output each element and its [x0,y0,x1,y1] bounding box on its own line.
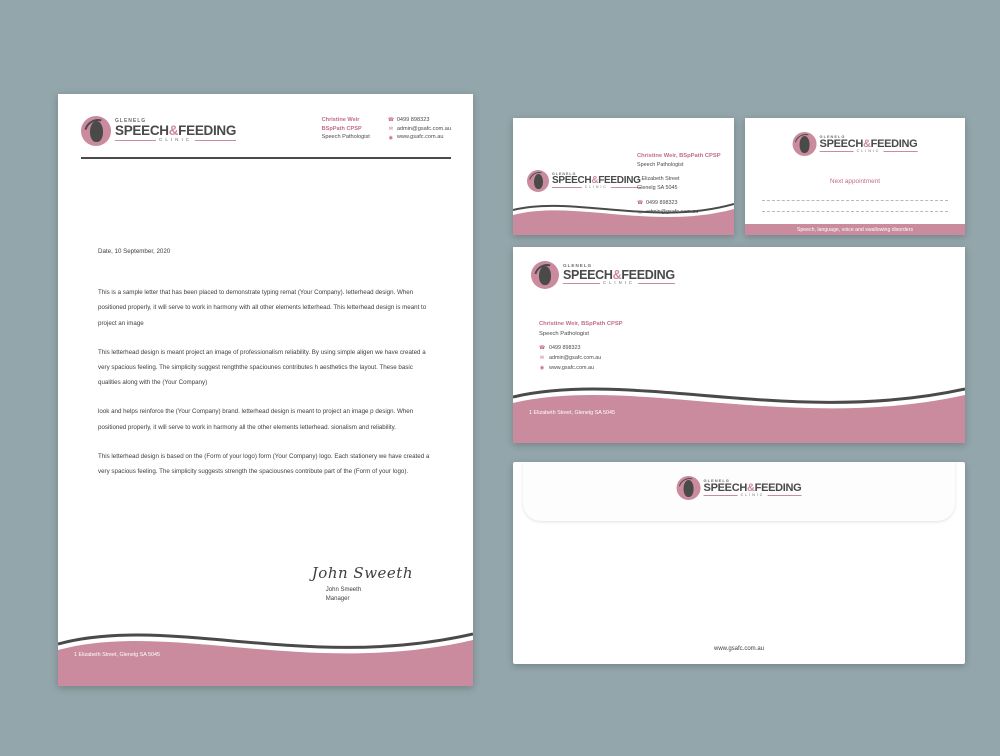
logo-line-clinic: CLINIC [563,281,675,285]
globe-icon: ◉ [539,365,545,371]
logo-line-speech-feeding: SPEECH&FEEDING [703,481,802,494]
logo-line-glenelg: GLENELG [563,263,593,269]
email-icon: ✉ [539,355,545,361]
globe-icon: ◉ [388,134,393,141]
envelope [513,462,965,664]
slip-contact-details [539,343,601,373]
signature-script: John Sweeth [311,564,413,582]
card-role: Speech Pathologist [637,162,684,169]
card-back-footer: Speech, language, voice and swallowing disorders [745,224,965,235]
card-front-wave [513,195,734,235]
slip-logo [531,261,675,289]
card-email-row: ✉ admin@gsafc.com.au [637,208,699,216]
slip-email-row: ✉ admin@gsafc.com.au [539,355,602,361]
logo-line-clinic: CLINIC [552,186,641,189]
slip-name: Christine Weir, BSpPath CPSP [539,321,623,327]
letterhead-contact-details [388,116,451,142]
slip-phone-row: ☎ 0499 898323 [539,345,581,351]
logo-line-glenelg: GLENELG [703,477,730,483]
logo-line-clinic: CLINIC [704,494,802,498]
logo-mark-icon [527,170,549,192]
logo-line-speech-feeding: SPEECH&FEEDING [563,267,675,282]
letter-paragraph: This letterhead design is meant project an image of professionalism reliability. By using simple aligen we have created a very spacious feeling. The simplicity suggest rengththe spaciounes contributes h aesthetics the layout. These basic qualities along with the (Your Company) [98,348,426,387]
letter-date: Date, 10 September, 2020 [98,248,171,255]
compliment-slip [513,247,965,443]
letterhead-wave-footer [58,606,473,686]
letterhead-header [81,116,451,146]
logo-line-glenelg: GLENELG [819,133,846,139]
slip-contact-person [539,319,623,339]
contact-web-row: ◉ www.gsafc.com.au [388,134,444,141]
wave-graphic [58,606,473,686]
letter-paragraph: look and helps reinforce the (Your Company) brand. letterhead design is meant to project an image p design. When positioned properly, it will serve to work in harmony all the other elements letterhead. sionalism and reliability. [98,408,414,431]
logo-line-speech-feeding: SPEECH&FEEDING [819,137,918,150]
card-back-logo [793,132,918,156]
phone-icon: ☎ [637,200,644,207]
letterhead-contact-person [322,116,370,142]
logo-line-clinic: CLINIC [115,138,236,143]
envelope-logo [677,476,802,500]
card-front-logo [527,170,641,192]
appointment-line[interactable] [762,211,948,212]
header-divider [81,157,451,159]
letterhead-address-bar: 1 Elizabeth Street, Glenelg SA 5045 [74,652,161,658]
letter-body [98,244,433,493]
letter-signature-block [312,564,413,604]
contact-role: Speech Pathologist [321,134,370,141]
email-icon: ✉ [637,209,643,216]
letter-paragraph: This letterhead design is based on the (Form of your logo) form (Your Company) logo. Each stationery we have created a very spacious feeling. The simplicity suggests strength the spaciousnes contribute part of the (Form of your logo). [98,452,430,475]
logo-line-speech-feeding: SPEECH&FEEDING [552,175,641,187]
logo [81,116,236,146]
business-card-front [513,118,734,235]
letterhead-page [58,94,473,686]
logo-mark-icon [793,132,817,156]
contact-phone-row: ☎ 0499 898323 [387,117,430,124]
card-phone-row: ☎ 0499 898323 [637,199,678,207]
contact-email-row: ✉ admin@gsafc.com.au [388,125,451,132]
logo-line-speech-feeding: SPEECH&FEEDING [115,123,237,139]
card-name: Christine Weir, BSpPath CPSP [637,153,721,159]
signature-name-title: John Smeeth Manager [325,587,362,602]
letterhead-contact-block [322,116,451,142]
slip-role: Speech Pathologist [539,331,589,338]
letter-paragraph: This is a sample letter that has been placed to demonstrate typing remat (Your Company). letterhead design. When positioned properly, it will serve to work in harmony with all other elements letterhead. This letterhead design is meant to project an image [98,289,427,327]
email-icon: ✉ [388,125,393,132]
next-appointment-label: Next appointment [829,178,881,185]
logo-mark-icon [677,476,701,500]
wave-graphic [513,195,734,235]
logo-wordmark [115,119,236,142]
logo-mark-icon [531,261,559,289]
phone-icon: ☎ [539,345,546,351]
envelope-website: www.gsafc.com.au [713,646,765,652]
appointment-line[interactable] [762,200,948,201]
logo-line-clinic: CLINIC [820,150,918,154]
slip-address-bar: 1 Elizabeth Street, Glenelg SA 5045 [529,410,616,416]
contact-qualification: BSpPath CPSP [321,125,362,132]
card-address: 1 Elizabeth Street Glenelg SA 5045 [637,175,680,192]
logo-line-glenelg: GLENELG [115,118,147,125]
phone-icon: ☎ [387,117,395,124]
slip-web-row: ◉ www.gsafc.com.au [539,365,594,371]
contact-name: Christine Weir [321,117,360,123]
logo-mark-icon [81,116,111,146]
logo-line-glenelg: GLENELG [552,171,577,176]
business-card-back [745,118,965,235]
